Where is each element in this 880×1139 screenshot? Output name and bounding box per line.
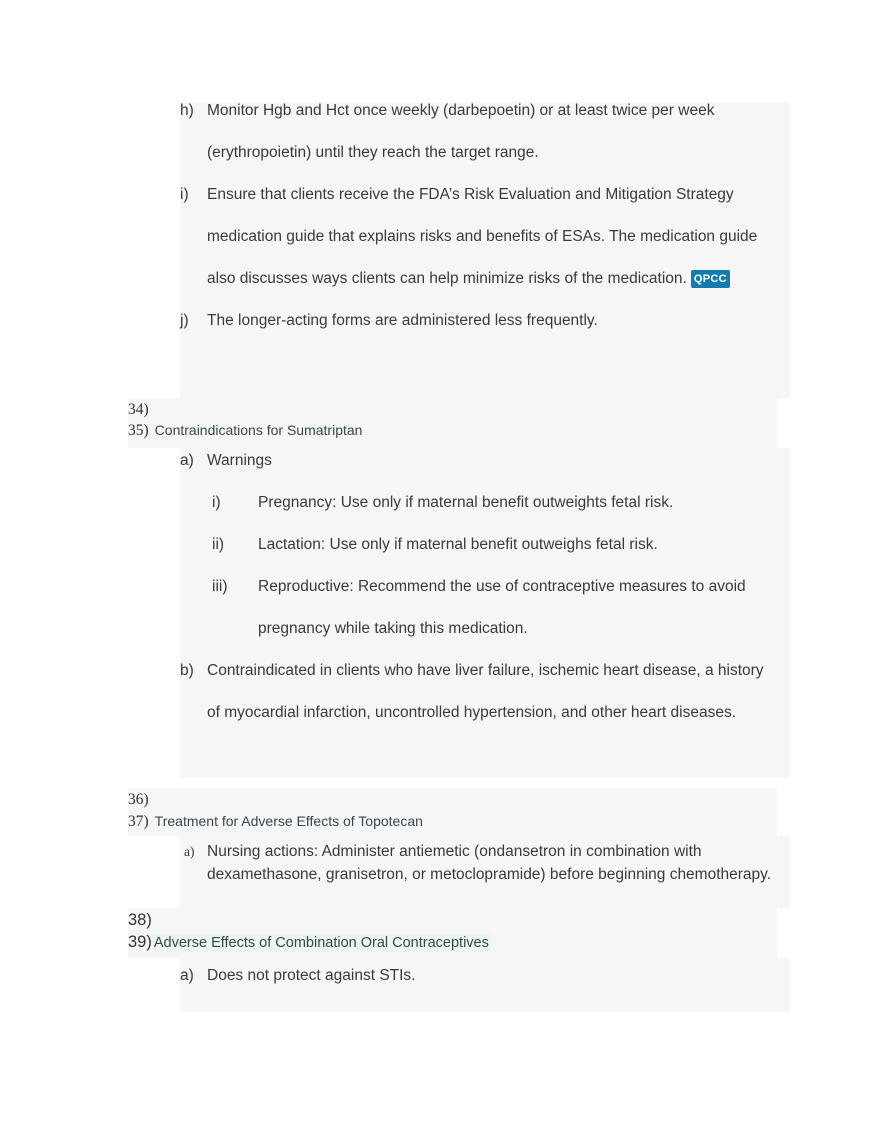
outline-heading-35 <box>128 420 362 441</box>
outline-heading-37 <box>128 811 423 832</box>
list-item-label: iii) <box>212 578 228 595</box>
list-item-label: i) <box>212 494 221 511</box>
qpcc-badge[interactable]: QPCC <box>691 270 730 288</box>
list-item-h <box>180 90 777 174</box>
list-item-text: Pregnancy: Use only if maternal benefit outweights fetal risk. <box>258 494 674 511</box>
section-heading: Adverse Effects of Combination Oral Contraceptives <box>153 935 489 951</box>
section-heading: Contraindications for Sumatriptan <box>154 422 363 438</box>
list-item-label: a) <box>180 967 194 984</box>
list-item-i <box>180 174 777 300</box>
list-item-j <box>180 300 777 342</box>
list-item-roman-i <box>180 482 776 524</box>
list-item-label: a) <box>184 844 195 859</box>
list-item-a-sti <box>180 955 780 997</box>
list-item-text: Does not protect against STIs. <box>207 967 416 984</box>
list-item-text: Contraindicated in clients who have liver failure, ischemic heart disease, a history of myocardial infarction, uncontrolled hypertension, and other heart diseases. <box>207 662 764 721</box>
outline-number: 35) <box>128 422 149 439</box>
outline-list-warnings <box>180 440 776 734</box>
outline-number-34: 34) <box>128 401 149 418</box>
list-item-text: Ensure that clients receive the FDA’s Risk Evaluation and Mitigation Strategy medication guide that explains risks and benefits of ESAs. The medication guide also discusses ways clients can help minimize risks of the medication. <box>207 186 758 287</box>
list-item-label: a) <box>180 452 194 469</box>
list-item-text: Reproductive: Recommend the use of contraceptive measures to avoid pregnancy while taking this medication. <box>258 578 746 637</box>
outline-number-36: 36) <box>128 791 149 808</box>
outline-list-hij <box>180 90 777 342</box>
outline-list-nursing <box>180 840 782 886</box>
list-item-label: i) <box>180 186 189 203</box>
outline-heading-39 <box>128 931 491 954</box>
outline-number-38: 38) <box>128 911 152 929</box>
list-item-text: Warnings <box>207 452 272 469</box>
list-item-roman-ii <box>180 524 776 566</box>
list-item-label: j) <box>180 312 189 329</box>
section-heading: Treatment for Adverse Effects of Topotecan <box>154 813 423 829</box>
list-item-label: h) <box>180 102 194 119</box>
list-item-text: The longer-acting forms are administered less frequently. <box>207 312 598 329</box>
outline-list-sti <box>180 955 780 997</box>
list-item-b-contraindicated <box>180 650 776 734</box>
list-item-text: Nursing actions: Administer antiemetic (ondansetron in combination with dexamethasone, granisetron, or metoclopramide) before beginning chemotherapy. <box>207 843 772 883</box>
outline-number: 37) <box>128 813 149 830</box>
list-item-roman-iii <box>180 566 776 650</box>
list-item-label: b) <box>180 662 194 679</box>
list-item-text: Monitor Hgb and Hct once weekly (darbepoetin) or at least twice per week (erythropoietin) until they reach the target range. <box>207 102 715 161</box>
outline-number: 39) <box>128 933 152 951</box>
list-item-label: ii) <box>212 536 225 553</box>
list-item-text: Lactation: Use only if maternal benefit outweighs fetal risk. <box>258 536 658 553</box>
list-item-a-warnings <box>180 440 776 482</box>
list-item-a-nursing <box>180 840 782 886</box>
